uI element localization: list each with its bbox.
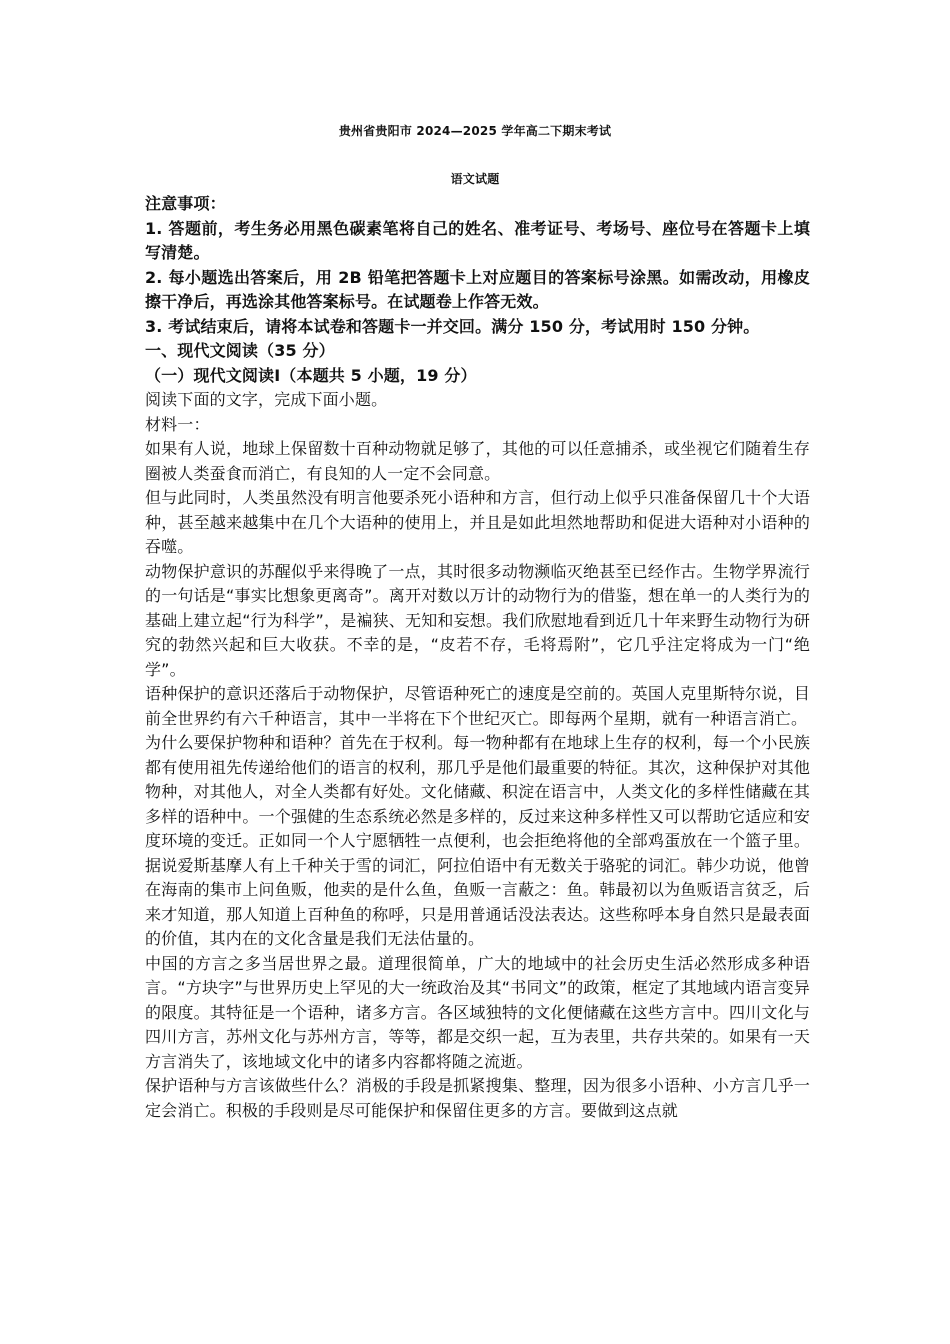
passage-paragraph: 但与此同时，人类虽然没有明言他要杀死小语种和方言，但行动上似乎只准备保留几十个大语种，甚至越来越集中在几个大语种的使用上，并且是如此坦然地帮助和促进大语种对小语种的吞噬。: [145, 488, 810, 556]
passage-paragraph: 语种保护的意识还落后于动物保护，尽管语种死亡的速度是空前的。英国人克里斯特尔说，目前全世界约有六千种语言，其中一半将在下个世纪灭亡。即每两个星期，就有一种语言消亡。: [145, 684, 810, 728]
section-title: 一、现代文阅读（35 分）: [145, 341, 335, 360]
notice-item-3: 3. 考试结束后，请将本试卷和答题卡一并交回。满分 150 分，考试用时 150 分钟。: [145, 316, 760, 336]
reading-instruction: 阅读下面的文字，完成下面小题。: [145, 390, 388, 409]
notice-heading: 注意事项：: [145, 194, 226, 213]
passage-paragraph: 为什么要保护物种和语种？首先在于权利。每一物种都有在地球上生存的权利，每一个小民族都有使用祖先传递给他们的语言的权利，那几乎是他们最重要的特征。其次，这种保护对其他物种，对其他人，对全人类都有好处。文化储藏、积淀在语言中，人类文化的多样性储藏在其多样的语种中。一个强健的生态系统必然是多样的，反过来这种多样性又可以帮助它适应和安度环境的变迁。正如同一个人宁愿牺牲一点便利，也会拒绝将他的全部鸡蛋放在一个篮子里。据说爱斯基摩人有上千种关于雪的词汇，阿拉伯语中有无数关于骆驼的词汇。韩少功说，他曾在海南的集市上问鱼贩，他卖的是什么鱼，鱼贩一言蔽之：鱼。韩最初以为鱼贩语言贫乏，后来才知道，那人知道上百种鱼的称呼，只是用普通话没法表达。这些称呼本身自然只是最表面的价值，其内在的文化含量是我们无法估量的。: [145, 733, 810, 948]
subsection-title: （一）现代文阅读Ⅰ（本题共 5 小题，19 分）: [145, 365, 477, 385]
subject-title: 语文试题: [450, 172, 500, 186]
exam-title: 贵州省贵阳市 2024—2025 学年高二下期末考试: [338, 124, 612, 138]
notice-item-1: 1. 答题前，考生务必用黑色碳素笔将自己的姓名、准考证号、考场号、座位号在答题卡上填写清楚。: [145, 218, 810, 262]
exam-body: [145, 192, 810, 1123]
passage-paragraph: 动物保护意识的苏醒似乎来得晚了一点，其时很多动物濒临灭绝甚至已经作古。生物学界流行的一句话是“事实比想象更离奇”。离开对数以万计的动物行为的借鉴，想在单一的人类行为的基础上建立起“行为科学”，是褊狭、无知和妄想。我们欣慰地看到近几十年来野生动物行为研究的勃然兴起和巨大收获。不幸的是，“皮若不存，毛将焉附”，它几乎注定将成为一门“绝学”。: [145, 561, 810, 679]
passage-paragraph: 如果有人说，地球上保留数十百种动物就足够了，其他的可以任意捕杀，或坐视它们随着生存圈被人类蚕食而消亡，有良知的人一定不会同意。: [145, 439, 810, 483]
passage-paragraph: 保护语种与方言该做些什么？消极的手段是抓紧搜集、整理，因为很多小语种、小方言几乎一定会消亡。积极的手段则是尽可能保护和保留住更多的方言。要做到这点就: [145, 1076, 810, 1120]
notice-item-2: 2. 每小题选出答案后，用 2B 铅笔把答题卡上对应题目的答案标号涂黑。如需改动，用橡皮擦干净后，再选涂其他答案标号。在试题卷上作答无效。: [145, 267, 810, 311]
passage-paragraph: 中国的方言之多当居世界之最。道理很简单，广大的地域中的社会历史生活必然形成多种语言。“方块字”与世界历史上罕见的大一统政治及其“书同文”的政策，框定了其地域内语言变异的限度。其特征是一个语种，诸多方言。各区域独特的文化便储藏在这些方言中。四川文化与四川方言，苏州文化与苏州方言，等等，都是交织一起，互为表里，共存共荣的。如果有一天方言消失了，该地域文化中的诸多内容都将随之流逝。: [145, 953, 810, 1071]
material-label: 材料一：: [145, 414, 210, 434]
